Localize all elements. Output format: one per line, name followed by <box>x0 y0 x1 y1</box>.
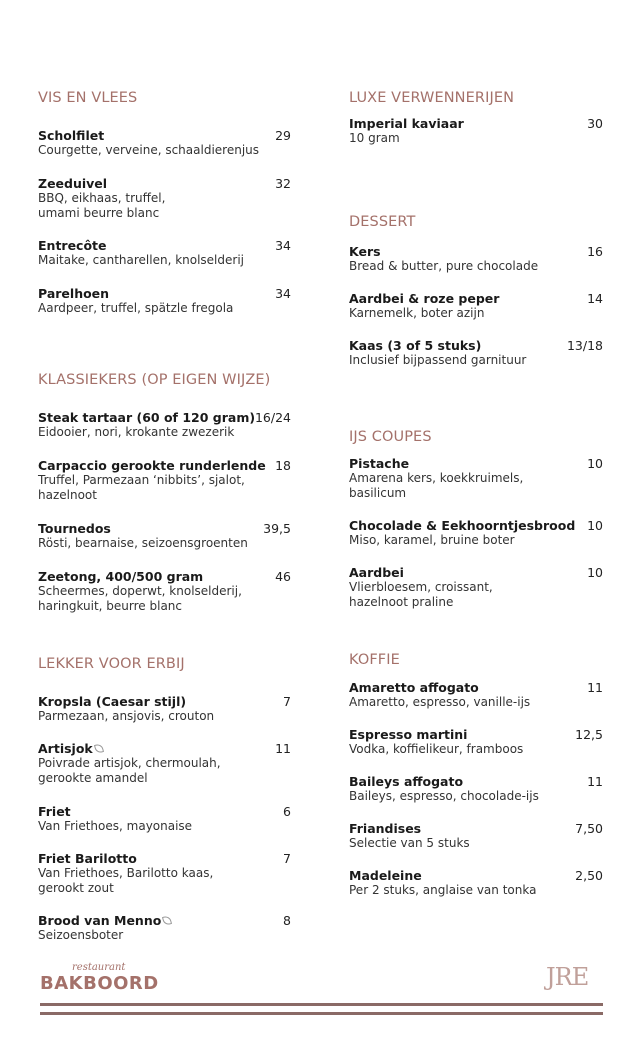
logo-script-text: restaurant <box>72 962 126 973</box>
menu-item-description: Seizoensboter <box>38 928 124 942</box>
menu-item-name: Brood van Menno <box>38 913 162 928</box>
menu-item-price: 39,5 <box>263 521 291 536</box>
menu-item-name: Kaas (3 of 5 stuks) <box>349 338 482 353</box>
menu-item-description: Vlierbloesem, croissant, hazelnoot praline <box>349 580 493 609</box>
menu-item-price: 34 <box>275 286 291 301</box>
menu-item-name: Zeeduivel <box>38 176 108 191</box>
menu-item <box>349 456 603 501</box>
menu-item-price: 10 <box>587 518 603 533</box>
menu-item-description: Inclusief bijpassend garnituur <box>349 353 527 367</box>
menu-item-price: 32 <box>275 176 291 191</box>
menu-item-name: Aardbei <box>349 565 404 580</box>
menu-item-name: Chocolade & Eekhoorntjesbrood <box>349 518 576 533</box>
menu-item <box>38 238 291 268</box>
section-title: LUXE VERWENNERIJEN <box>349 90 515 106</box>
menu-item-price: 7 <box>283 694 291 709</box>
menu-item <box>38 286 291 316</box>
menu-item-description: Vodka, koffielikeur, framboos <box>349 742 524 756</box>
menu-item-name: Imperial kaviaar <box>349 116 464 131</box>
footer-divider-top <box>40 1003 603 1006</box>
menu-item-description: Scheermes, doperwt, knolselderij, haringkuit, beurre blanc <box>38 584 242 613</box>
menu-item <box>38 521 291 551</box>
menu-item <box>349 244 603 274</box>
menu-item-description: Van Friethoes, Barilotto kaas, gerookt zout <box>38 866 214 895</box>
menu-item <box>349 565 603 610</box>
menu-item-name: Tournedos <box>38 521 111 536</box>
menu-item-description: BBQ, eikhaas, truffel, umami beurre blanc <box>38 191 166 220</box>
menu-item-price: 13/18 <box>566 338 603 353</box>
menu-item-name: Friandises <box>349 821 422 836</box>
menu-item-description: 10 gram <box>349 131 400 145</box>
menu-item-name: Espresso martini <box>349 727 468 742</box>
menu-item-price: 11 <box>275 741 291 756</box>
menu-item-description: Amarena kers, koekkruimels, basilicum <box>349 471 524 500</box>
menu-item-description: Maitake, cantharellen, knolselderij <box>38 253 244 267</box>
menu-item-price: 34 <box>275 238 291 253</box>
menu-item <box>349 727 603 757</box>
menu-item-name: Madeleine <box>349 868 422 883</box>
section-title: LEKKER VOOR ERBIJ <box>38 656 185 672</box>
menu-item-name: Kers <box>349 244 381 259</box>
menu-item-price: 8 <box>283 913 291 928</box>
menu-item-price: 2,50 <box>575 868 603 883</box>
menu-item-price: 16 <box>587 244 603 259</box>
menu-item-name: Baileys affogato <box>349 774 464 789</box>
menu-item-description: Per 2 stuks, anglaise van tonka <box>349 883 537 897</box>
vegetarian-leaf-icon <box>94 743 104 754</box>
section-title: KOFFIE <box>349 652 400 668</box>
menu-item <box>38 694 291 724</box>
section-title: IJS COUPES <box>349 429 432 445</box>
menu-item-price: 16/24 <box>254 410 291 425</box>
menu-item <box>38 913 291 943</box>
menu-item-price: 30 <box>587 116 603 131</box>
menu-item <box>349 821 603 851</box>
menu-item <box>38 741 291 786</box>
vegetarian-leaf-icon <box>162 915 172 926</box>
menu-item-name: Zeetong, 400/500 gram <box>38 569 204 584</box>
menu-item-description: Selectie van 5 stuks <box>349 836 470 850</box>
menu-item <box>38 804 291 834</box>
menu-item-name: Entrecôte <box>38 238 107 253</box>
menu-item-name: Scholfilet <box>38 128 105 143</box>
menu-item <box>349 116 603 146</box>
menu-item-description: Courgette, verveine, schaaldierenjus <box>38 143 260 157</box>
menu-item-description: Bread & butter, pure chocolade <box>349 259 539 273</box>
menu-item <box>38 128 291 158</box>
menu-item-description: Rösti, bearnaise, seizoensgroenten <box>38 536 248 550</box>
menu-item <box>38 569 291 614</box>
menu-item-description: Truffel, Parmezaan ‘nibbits’, sjalot, hazelnoot <box>38 473 245 502</box>
menu-item <box>349 680 603 710</box>
menu-item-name: Aardbei & roze peper <box>349 291 500 306</box>
menu-item-price: 14 <box>587 291 603 306</box>
menu-item-name: Kropsla (Caesar stijl) <box>38 694 187 709</box>
jre-logo: JRE <box>546 963 589 991</box>
menu-item <box>38 851 291 896</box>
menu-item-name: Steak tartaar (60 of 120 gram) <box>38 410 256 425</box>
menu-item-description: Amaretto, espresso, vanille-ijs <box>349 695 531 709</box>
menu-item-price: 18 <box>275 458 291 473</box>
menu-item-price: 46 <box>275 569 291 584</box>
menu-item-description: Karnemelk, boter azijn <box>349 306 485 320</box>
menu-item <box>38 410 291 440</box>
section-title: KLASSIEKERS (OP EIGEN WIJZE) <box>38 372 271 388</box>
menu-item-price: 10 <box>587 456 603 471</box>
menu-item <box>349 518 603 548</box>
menu-item <box>349 774 603 804</box>
menu-item-name: Friet <box>38 804 71 819</box>
menu-item-price: 12,5 <box>575 727 603 742</box>
menu-item-name: Pistache <box>349 456 410 471</box>
menu-item-price: 7,50 <box>575 821 603 836</box>
menu-item-price: 10 <box>587 565 603 580</box>
menu-item-description: Aardpeer, truffel, spätzle fregola <box>38 301 234 315</box>
menu-item-description: Poivrade artisjok, chermoulah, gerookte amandel <box>38 756 221 785</box>
menu-item-name: Parelhoen <box>38 286 110 301</box>
restaurant-logo: BAKBOORD <box>40 973 159 994</box>
menu-item-price: 7 <box>283 851 291 866</box>
menu-item-price: 29 <box>275 128 291 143</box>
menu-item-price: 11 <box>587 774 603 789</box>
menu-item-price: 6 <box>283 804 291 819</box>
menu-item <box>38 458 291 503</box>
menu-item <box>349 291 603 321</box>
menu-item <box>349 338 603 368</box>
section-title: DESSERT <box>349 214 416 230</box>
menu-item <box>349 868 603 898</box>
menu-item-description: Eidooier, nori, krokante zwezerik <box>38 425 235 439</box>
menu-item-description: Van Friethoes, mayonaise <box>38 819 193 833</box>
menu-item <box>38 176 291 221</box>
menu-item-price: 11 <box>587 680 603 695</box>
menu-item-description: Parmezaan, ansjovis, crouton <box>38 709 215 723</box>
section-title: VIS EN VLEES <box>38 90 138 106</box>
menu-item-description: Miso, karamel, bruine boter <box>349 533 515 547</box>
menu-item-name: Artisjok <box>38 741 93 756</box>
menu-item-name: Carpaccio gerookte runderlende <box>38 458 266 473</box>
menu-item-name: Friet Barilotto <box>38 851 137 866</box>
menu-item-name: Amaretto affogato <box>349 680 479 695</box>
menu-item-description: Baileys, espresso, chocolade-ijs <box>349 789 539 803</box>
footer-divider-bottom <box>40 1012 603 1015</box>
